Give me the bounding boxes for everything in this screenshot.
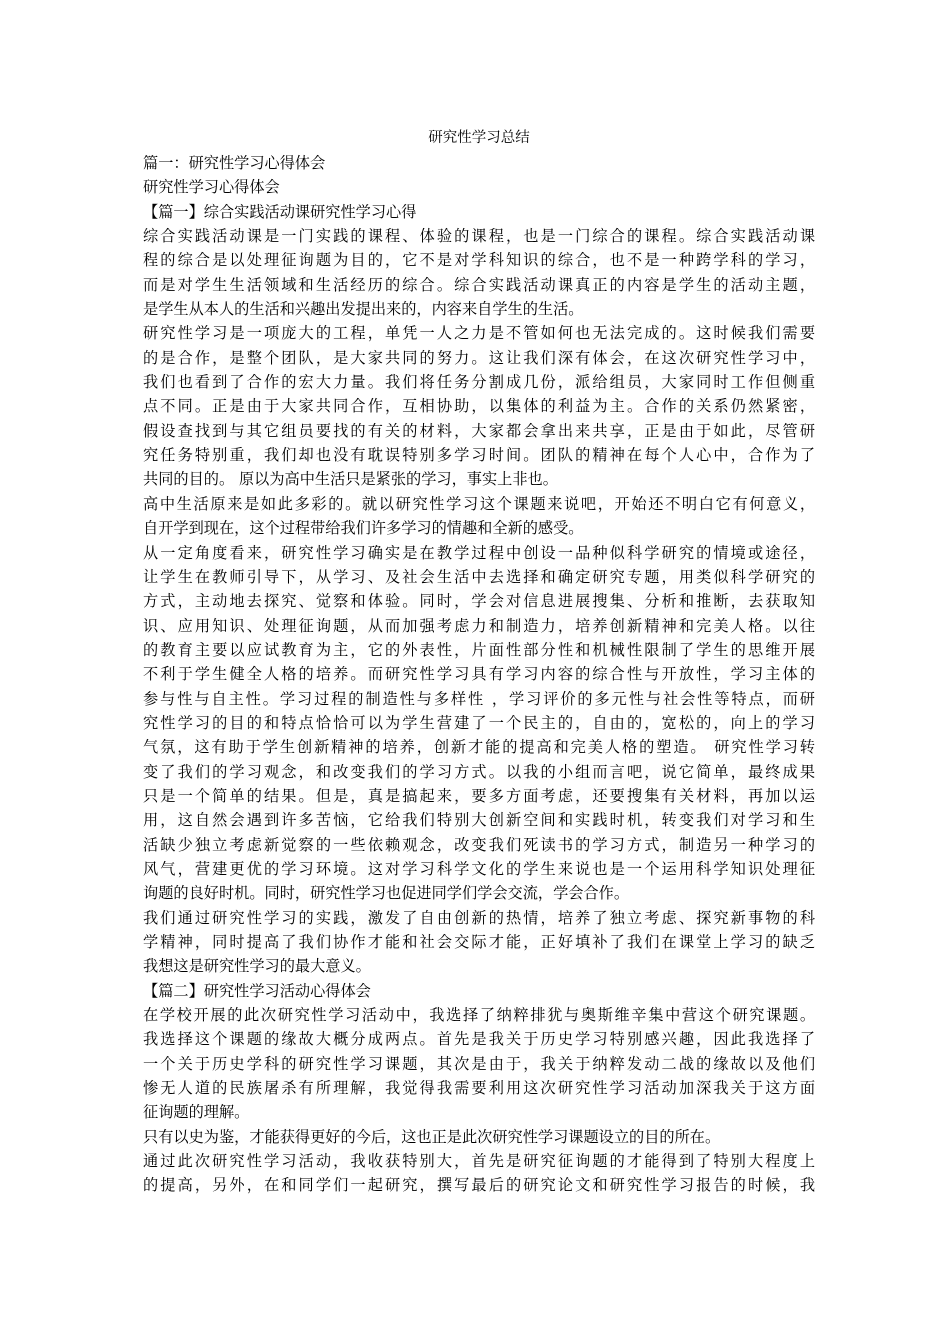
- text-line: 气氛，这有助于学生创新精神的培养，创新才能的提高和完美人格的塑造。 研究性学习转: [143, 738, 815, 757]
- text-line: 方式，主动地去探究、觉察和体验。同时，学会对信息进展搜集、分析和推断，去获取知: [143, 592, 815, 611]
- text-line: 用，这自然会遇到许多苦恼，它给我们特别大创新空间和实践时机，转变我们对学习和生: [143, 811, 815, 830]
- text-line: 从一定角度看来，研究性学习确实是在教学过程中创设一品种似科学研究的情境或途径，: [143, 543, 815, 562]
- text-line: 不利于学生健全人格的培养。而研究性学习具有学习内容的综合性与开放性，学习主体的: [143, 665, 815, 684]
- text-line: 研究性学习是一项庞大的工程，单凭一人之力是不管如何也无法完成的。这时候我们需要: [143, 324, 815, 343]
- text-line: 程的综合是以处理征询题为目的，它不是对学科知识的综合，也不是一种跨学科的学习，: [143, 251, 815, 270]
- document-body: [143, 151, 815, 1198]
- text-line: 综合实践活动课是一门实践的课程、体验的课程，也是一门综合的课程。综合实践活动课: [143, 227, 815, 246]
- text-line: 让学生在教师引导下，从学习、及社会生活中去选择和确定研究专题，用类似科学研究的: [143, 567, 815, 586]
- text-line: 我想这是研究性学习的最大意义。: [143, 957, 371, 976]
- text-line: 只是一个简单的结果。但是，真是搞起来，要多方面考虑，还要搜集有关材料，再加以运: [143, 786, 815, 805]
- text-line: 究性学习的目的和特点恰恰可以为学生营建了一个民主的，自由的，宽松的，向上的学习: [143, 713, 815, 732]
- text-line: 通过此次研究性学习活动，我收获特别大，首先是研究征询题的才能得到了特别大程度上: [143, 1152, 815, 1171]
- text-line: 的提高，另外，在和同学们一起研究，撰写最后的研究论文和研究性学习报告的时候，我: [143, 1176, 815, 1195]
- text-line: 的是合作，是整个团队，是大家共同的努力。这让我们深有体会，在这次研究性学习中，: [143, 348, 815, 367]
- text-line: 究任务特别重，我们却也没有耽误特别多学习时间。团队的精神在每个人心中，合作为了: [143, 446, 815, 465]
- text-line: 识、应用知识、处理征询题，从而加强考虑力和制造力，培养创新精神和完美人格。以往: [143, 616, 815, 635]
- text-line: 我们也看到了合作的宏大力量。我们将任务分割成几份，派给组员，大家同时工作但侧重: [143, 373, 815, 392]
- text-line: 自开学到现在，这个过程带给我们许多学习的情趣和全新的感受。: [143, 519, 584, 538]
- document-title: 研究性学习总结: [428, 130, 530, 146]
- text-line: 一个关于历史学科的研究性学习课题，其次是由于，我关于纳粹发动二战的缘故以及他们: [143, 1054, 815, 1073]
- text-line: 是学生从本人的生活和兴趣出发提出来的，内容来自学生的生活。: [143, 300, 584, 319]
- text-line: 参与性与自主性。学习过程的制造性与多样性 ，学习评价的多元性与社会性等特点，而研: [143, 689, 815, 708]
- text-line: 询题的良好时机。同时，研究性学习也促进同学们学会交流，学会合作。: [143, 884, 629, 903]
- text-line: 而是对学生生活领域和生活经历的综合。综合实践活动课真正的内容是学生的活动主题，: [143, 275, 815, 294]
- text-line: 风气，营建更优的学习环境。这对学习科学文化的学生来说也是一个运用科学知识处理征: [143, 859, 815, 878]
- text-line: 高中生活原来是如此多彩的。就以研究性学习这个课题来说吧，开始还不明白它有何意义，: [143, 494, 815, 513]
- text-line: 我选择这个课题的缘故大概分成两点。首先是我关于历史学习特别感兴趣，因此我选择了: [143, 1030, 815, 1049]
- text-line: 点不同。正是由于大家共同合作，互相协助，以集体的利益为主。合作的关系仍然紧密，: [143, 397, 815, 416]
- text-line: 惨无人道的民族屠杀有所理解，我觉得我需要利用这次研究性学习活动加深我关于这方面: [143, 1079, 815, 1098]
- text-line: 共同的目的。 原以为高中生活只是紧张的学习，事实上非也。: [143, 470, 558, 489]
- text-line: 只有以史为鉴，才能获得更好的今后，这也正是此次研究性学习课题设立的目的所在。: [143, 1127, 721, 1146]
- text-line: 学精神，同时提高了我们协作才能和社会交际才能，正好填补了我们在课堂上学习的缺乏: [143, 933, 815, 951]
- text-line: 假设查找到与其它组员要找的有关的材料，大家都会拿出来共享，正是由于如此，尽管研: [143, 421, 815, 440]
- text-line: 【篇一】综合实践活动课研究性学习心得: [143, 202, 417, 221]
- text-line: 我们通过研究性学习的实践，激发了自由创新的热情，培养了独立考虑、探究新事物的科: [143, 908, 815, 927]
- text-line: 篇一：研究性学习心得体会: [143, 154, 326, 172]
- text-line: 征询题的理解。: [143, 1103, 250, 1122]
- text-line: 在学校开展的此次研究性学习活动中，我选择了纳粹排犹与奥斯维辛集中营这个研究课题。: [143, 1006, 815, 1025]
- text-line: 【篇二】研究性学习活动心得体会: [143, 981, 371, 1000]
- text-line: 的教育主要以应试教育为主，它的外表性，片面性部分性和机械性限制了学生的思维开展: [143, 640, 815, 659]
- document-page: [143, 128, 815, 1198]
- text-line: 研究性学习心得体会: [143, 178, 280, 197]
- text-line: 变了我们的学习观念，和改变我们的学习方式。以我的小组而言吧，说它简单，最终成果: [143, 762, 815, 781]
- text-line: 活缺少独立考虑新觉察的一些依赖观念，改变我们死读书的学习方式，制造另一种学习的: [143, 835, 815, 854]
